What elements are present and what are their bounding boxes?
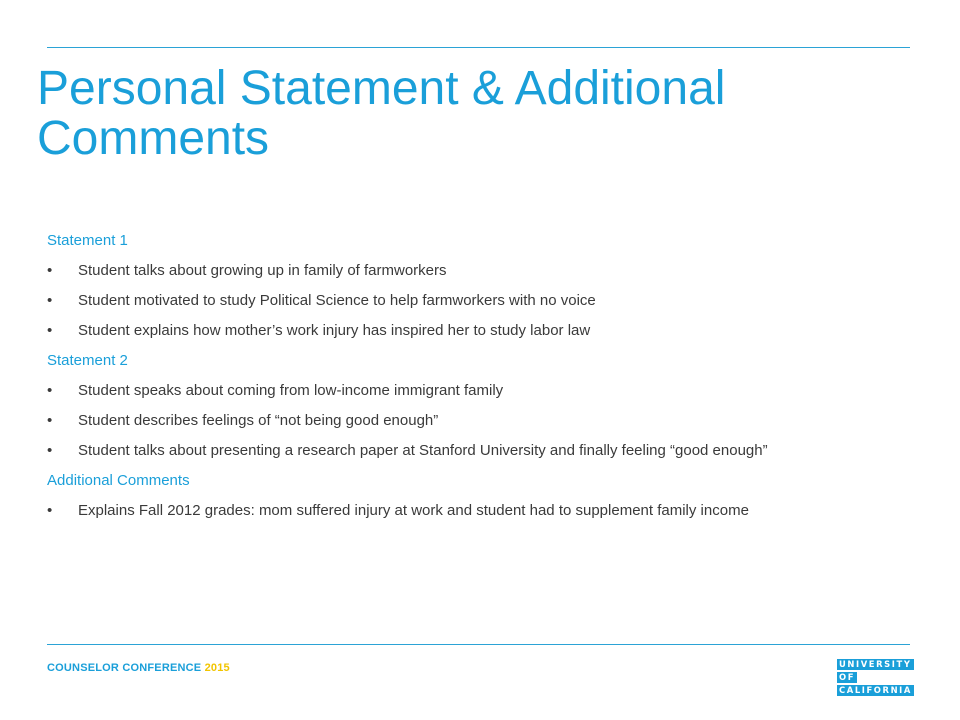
bullet-glyph: • bbox=[47, 442, 53, 459]
logo-line-university: UNIVERSITY bbox=[839, 659, 912, 669]
section-heading-statement-1: Statement 1 bbox=[47, 232, 128, 249]
bullet-item bbox=[47, 496, 927, 526]
bottom-divider bbox=[47, 644, 910, 645]
bullet-item bbox=[47, 436, 878, 466]
footer bbox=[47, 662, 230, 674]
bullet-glyph: • bbox=[47, 502, 53, 519]
bullet-item bbox=[47, 316, 927, 346]
footer-year: 2015 bbox=[204, 662, 230, 674]
bullet-glyph: • bbox=[47, 262, 53, 279]
bullet-text: Student explains how mother’s work injury has inspired her to study labor law bbox=[78, 322, 591, 339]
slide-title: Personal Statement & Additional Comments bbox=[37, 62, 726, 165]
bullet-glyph: • bbox=[47, 412, 53, 429]
logo-line-california: CALIFORNIA bbox=[839, 685, 912, 695]
bullet-text: Student talks about growing up in family of farmworkers bbox=[78, 262, 447, 279]
bullet-item bbox=[47, 256, 927, 286]
footer-label: COUNSELOR CONFERENCE bbox=[47, 662, 202, 674]
bullet-text: Student describes feelings of “not being good enough” bbox=[78, 412, 439, 429]
top-divider bbox=[47, 47, 910, 48]
bullet-text: Student talks about presenting a research paper at Stanford University and finally feeling “good enough” bbox=[78, 442, 768, 459]
bullet-text: Student speaks about coming from low-income immigrant family bbox=[78, 382, 504, 399]
bullet-item bbox=[47, 286, 927, 316]
bullet-glyph: • bbox=[47, 322, 53, 339]
logo-line-of: OF bbox=[839, 672, 856, 682]
section-heading-statement-2: Statement 2 bbox=[47, 352, 128, 369]
bullet-glyph: • bbox=[47, 382, 53, 399]
bullet-item bbox=[47, 406, 927, 436]
bullet-item bbox=[47, 376, 927, 406]
bullet-text: Explains Fall 2012 grades: mom suffered injury at work and student had to supplement family income bbox=[78, 502, 749, 519]
bullet-text: Student motivated to study Political Science to help farmworkers with no voice bbox=[78, 292, 596, 309]
bullet-glyph: • bbox=[47, 292, 53, 309]
slide-content bbox=[47, 226, 927, 526]
section-heading-additional-comments: Additional Comments bbox=[47, 472, 190, 489]
university-of-california-logo bbox=[837, 659, 912, 696]
